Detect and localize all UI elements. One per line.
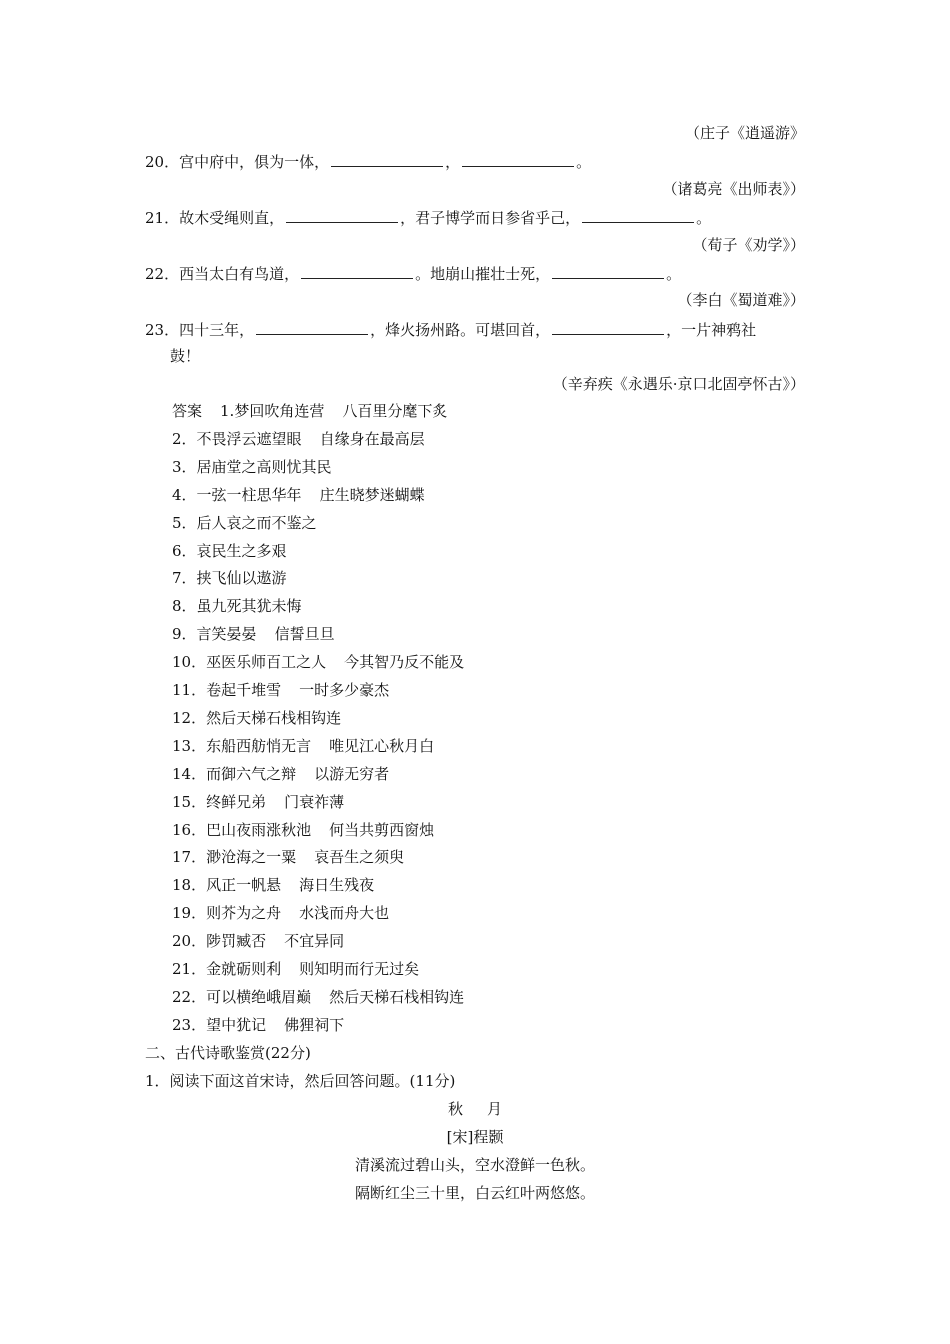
answer-text: 不畏浮云遮望眼: [196, 430, 302, 448]
answer-item: [172, 541, 287, 561]
answer-item: [172, 624, 335, 644]
answer-blank[interactable]: [286, 208, 398, 223]
answer-text: 门衰祚薄: [284, 793, 345, 811]
answer-item: [172, 931, 344, 951]
answer-item: [172, 708, 341, 728]
answer-text: 水浅而舟大也: [299, 904, 390, 922]
answer-blank[interactable]: [582, 208, 694, 223]
question-22: 22．西当太白有鸟道， 。地崩山摧壮士死， 。: [145, 265, 682, 283]
answer-number: 12．: [172, 709, 207, 727]
answer-text: 卷起千堆雪: [206, 681, 282, 699]
poem-title-part: 月: [487, 1100, 503, 1118]
question-23-continuation: 鼓！: [170, 347, 201, 365]
answer-item: [172, 987, 464, 1007]
answer-item: [172, 903, 389, 923]
answer-item: [172, 457, 332, 477]
answer-text: 居庙堂之高则忧其民: [196, 458, 332, 476]
answer-number: 11．: [172, 681, 207, 699]
answer-text: 然后天梯石栈相钩连: [206, 709, 342, 727]
poem-line-2: 隔断红尘三十里，白云红叶两悠悠。: [354, 1184, 595, 1202]
source-yongyule: （辛弃疾《永遇乐·京口北固亭怀古》）: [552, 375, 805, 393]
question-number: 20．: [145, 153, 180, 171]
question-20: 20．宫中府中，俱为一体， ， 。: [145, 153, 592, 171]
answer-number: 4．: [172, 486, 197, 504]
answer-number: 2．: [172, 430, 197, 448]
question-text: 西当太白有鸟道，: [179, 265, 300, 283]
answer-number: 1.: [220, 402, 235, 420]
answer-number: 13．: [172, 737, 207, 755]
answer-text: 以游无穷者: [314, 765, 390, 783]
answer-text: 言笑晏晏: [196, 625, 257, 643]
answer-text: 渺沧海之一粟: [206, 848, 297, 866]
answer-text: 巫医乐师百工之人: [206, 653, 327, 671]
answer-item: [172, 1015, 344, 1035]
answer-number: 3．: [172, 458, 197, 476]
answer-text: 而御六气之辩: [206, 765, 297, 783]
poem-title: [0, 1099, 950, 1119]
answer-item: [172, 513, 317, 533]
answer-item: [172, 792, 344, 812]
answer-number: 7．: [172, 569, 197, 587]
answer-number: 19．: [172, 904, 207, 922]
answer-blank[interactable]: [331, 152, 443, 167]
answer-text: 则芥为之舟: [206, 904, 282, 922]
source-zhuangzi: （庄子《逍遥游》: [684, 124, 805, 142]
answer-text: 信誓旦旦: [274, 625, 335, 643]
answer-text: 金就砺则利: [206, 960, 282, 978]
answer-text: 一弦一柱思华年: [196, 486, 302, 504]
answer-text: 挟飞仙以遨游: [196, 569, 287, 587]
answer-text: 哀民生之多艰: [196, 542, 287, 560]
answer-number: 18．: [172, 876, 207, 894]
poem-author: [宋]程颢: [446, 1128, 504, 1146]
answer-blank[interactable]: [552, 320, 664, 335]
answer-item: [172, 764, 389, 784]
answer-item: [172, 596, 302, 616]
poem-title-part: 秋: [447, 1100, 463, 1118]
answer-item: [172, 485, 425, 505]
answer-text: 梦回吹角连营: [234, 402, 325, 420]
answer-number: 20．: [172, 932, 207, 950]
answer-item: [172, 959, 419, 979]
answer-text: 庄生晓梦迷蝴蝶: [319, 486, 425, 504]
answer-blank[interactable]: [462, 152, 574, 167]
question-text: 四十三年，: [179, 321, 255, 339]
answer-text: 海日生残夜: [299, 876, 375, 894]
answer-text: 八百里分麾下炙: [342, 402, 448, 420]
answer-text: 何当共剪西窗烛: [329, 821, 435, 839]
question-21: 21．故木受绳则直， ，君子博学而日参省乎己， 。: [145, 209, 712, 227]
answer-text: 终鲜兄弟: [206, 793, 267, 811]
poem-line-1: 清溪流过碧山头，空水澄鲜一色秋。: [354, 1156, 595, 1174]
answer-number: 8．: [172, 597, 197, 615]
answer-text: 然后天梯石栈相钩连: [329, 988, 465, 1006]
question-text: 宫中府中，俱为一体，: [179, 153, 330, 171]
answer-text: 望中犹记: [206, 1016, 267, 1034]
answer-text: 陟罚臧否: [206, 932, 267, 950]
answer-label: 答案: [172, 402, 203, 420]
answer-text: 则知明而行无过矣: [299, 960, 420, 978]
answer-text: 东船西舫悄无言: [206, 737, 312, 755]
question-number: 21．: [145, 209, 180, 227]
answer-text: 自缘身在最高层: [319, 430, 425, 448]
answer-item: [172, 429, 425, 449]
answer-number: 5．: [172, 514, 197, 532]
answer-number: 6．: [172, 542, 197, 560]
answer-text: 不宜异同: [284, 932, 345, 950]
answer-text: 唯见江心秋月白: [329, 737, 435, 755]
answer-blank[interactable]: [301, 264, 413, 279]
source-shudaonan: （李白《蜀道难》）: [677, 291, 805, 309]
answer-item: [172, 736, 434, 756]
answer-blank[interactable]: [552, 264, 664, 279]
answer-text: 佛狸祠下: [284, 1016, 345, 1034]
answer-item: [172, 820, 434, 840]
answer-text: 虽九死其犹未悔: [196, 597, 302, 615]
answer-number: 22．: [172, 988, 207, 1006]
answer-number: 15．: [172, 793, 207, 811]
source-chushibiao: （诸葛亮《出师表》）: [662, 180, 805, 198]
answer-number: 9．: [172, 625, 197, 643]
question-number: 23．: [145, 321, 180, 339]
answer-text: 一时多少豪杰: [299, 681, 390, 699]
answer-number: 14．: [172, 765, 207, 783]
answer-text: 巴山夜雨涨秋池: [206, 821, 312, 839]
source-quanxue: （荀子《劝学》）: [692, 236, 805, 254]
answer-text: 今其智乃反不能及: [344, 653, 465, 671]
question-text: 故木受绳则直，: [179, 209, 285, 227]
answer-item: [172, 875, 374, 895]
section-heading: 二、古代诗歌鉴赏(22分): [145, 1044, 311, 1062]
answer-item: [172, 568, 287, 588]
answer-item: [172, 680, 389, 700]
answer-number: 21．: [172, 960, 207, 978]
answer-item: [172, 401, 447, 421]
answer-text: 可以横绝峨眉巅: [206, 988, 312, 1006]
answer-number: 23．: [172, 1016, 207, 1034]
answer-item: [172, 847, 404, 867]
answer-number: 10．: [172, 653, 207, 671]
question-number: 22．: [145, 265, 180, 283]
question-23: 23．四十三年， ，烽火扬州路。可堪回首， ，一片神鸦社: [145, 321, 757, 339]
answer-number: 17．: [172, 848, 207, 866]
answer-text: 哀吾生之须臾: [314, 848, 405, 866]
answer-number: 16．: [172, 821, 207, 839]
answer-text: 后人哀之而不鉴之: [196, 514, 317, 532]
answer-blank[interactable]: [256, 320, 368, 335]
question-prompt: 1．阅读下面这首宋诗，然后回答问题。(11分): [145, 1072, 456, 1090]
answer-item: [172, 652, 464, 672]
answer-text: 风正一帆悬: [206, 876, 282, 894]
